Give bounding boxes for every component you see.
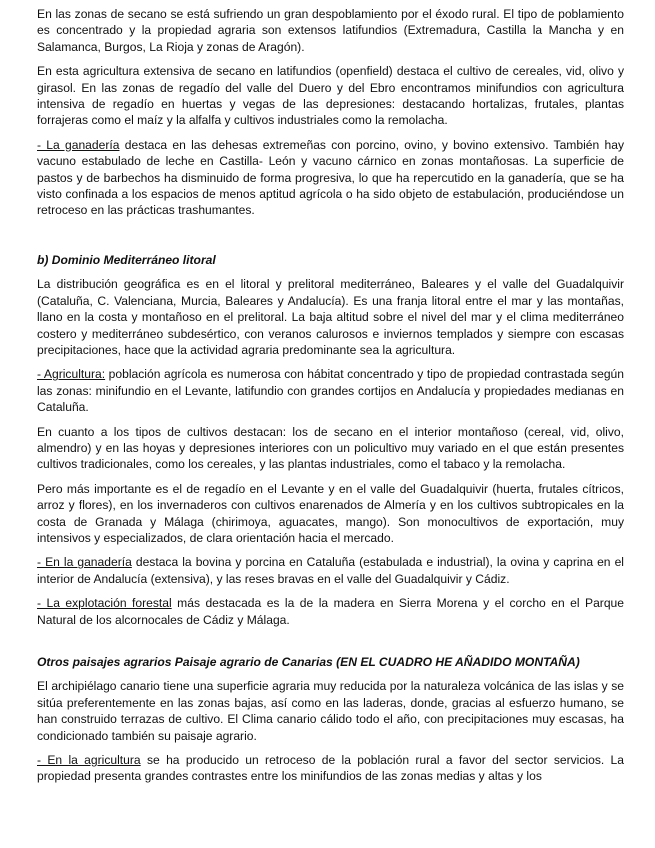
paragraph-ganaderia-mediterranea [37, 554, 624, 587]
ganaderia-text: destaca en las dehesas extremeñas con porcino, ovino, y bovino extensivo. También hay vacuno estabulado de leche en Castilla- León y vacuno cárnico en zonas montañosas. La superficie de pastos y de barbechos ha disminuido de forma progresiva, lo que ha repercutido en la ganadería, que se ha visto confinada a los espacios de menos aptitud agrícola o ha sido objeto de estabulación, produciéndose un retroceso en las prácticas trashumantes. [37, 137, 625, 218]
section-spacer [37, 636, 624, 654]
forestal-text: más destacada es la de la madera en Sierra Morena y el corcho en el Parque Natural de los alcornocales de Cádiz y Málaga. [37, 596, 624, 627]
paragraph-secano-despoblamiento: En las zonas de secano se está sufriendo un gran despoblamiento por el éxodo rural. El tipo de poblamiento es concentrado y la propiedad agraria son extensos latifundios (Extremadura, Castilla la Mancha y en Salamanca, Burgos, La Rioja y zonas de Aragón). [37, 7, 624, 54]
paragraph-archipielago: El archipiélago canario tiene una superficie agraria muy reducida por la naturaleza volcánica de las islas y se sitúa preferentemente en las zonas bajas, así como en las laderas, donde, gracias al esfuerzo humano, se han construido terrazas de cultivo. El Clima canario cálido todo el año, con precipitaciones muy escasas, ha condicionado también su paisaje agrario. [37, 679, 624, 743]
paragraph-ganaderia-interior [37, 137, 624, 219]
agricultura-canarias-lead: - En la agricultura [37, 753, 141, 768]
ganaderia-lead: - La ganadería [37, 137, 120, 152]
ganaderia-med-lead: - En la ganadería [37, 555, 132, 570]
ganaderia-med-text: destaca la bovina y porcina en Cataluña (estabulada e industrial), la ovina y caprina en el interior de Andalucía (extensiva), y las reses bravas en el valle del Guadalquivir y Cádiz. [37, 555, 624, 586]
heading-dominio-mediterraneo: b) Dominio Mediterráneo litoral [37, 252, 216, 267]
heading-canarias: Otros paisajes agrarios Paisaje agrario de Canarias (EN EL CUADRO HE AÑADIDO MONTAÑA) [37, 655, 580, 669]
paragraph-tipos-cultivos: En cuanto a los tipos de cultivos destacan: los de secano en el interior montañoso (cereal, vid, olivo, almendro) y en las hoyas y depresiones interiores con un policultivo muy variado en el que están presentes cultivos tradicionales, como los cereales, y las plantas industriales, como el tabaco y la remolacha. [37, 424, 624, 472]
forestal-lead: - La explotación forestal [37, 596, 172, 611]
paragraph-agricultura-canarias [37, 752, 624, 785]
agricultura-canarias-text: se ha producido un retroceso de la población rural a favor del sector servicios. La propiedad presenta grandes contrastes entre los minifundios de las zonas medias y altas y los [37, 753, 624, 784]
section-spacer [37, 227, 624, 252]
agricultura-text: población agrícola es numerosa con hábitat concentrado y tipo de propiedad contrastada según las zonas: minifundio en el Levante, latifundio con grandes cortijos en Andalucía y propiedades medianas en Cataluña. [37, 367, 624, 415]
paragraph-agricultura-secano: En esta agricultura extensiva de secano en latifundios (openfield) destaca el cultivo de cereales, vid, olivo y girasol. En las zonas de regadío del valle del Duero y del Ebro encontramos minifundios con agricultura intensiva de regadío en huertas y vegas de las depresiones: destacando hortalizas, frutales, plantas forrajeras como el maíz y la alfalfa y cultivos industriales como la remolacha. [37, 64, 624, 128]
paragraph-agricultura-mediterranea [37, 366, 624, 415]
paragraph-explotacion-forestal [37, 595, 624, 628]
agricultura-lead: - Agricultura: [37, 367, 106, 382]
paragraph-distribucion: La distribución geográfica es en el litoral y prelitoral mediterráneo, Baleares y el valle del Guadalquivir (Cataluña, C. Valenciana, Murcia, Baleares y Andalucía). Es una franja litoral entre el mar y las montañas, llano en la costa y montañoso en el prelitoral. La baja altitud sobre el nivel del mar y el clima mediterráneo costero y mediterráneo subdesértico, con veranos calurosos e inviernos templados y siempre con escasas precipitaciones, hace que la actividad agraria predominante sea la agricultura. [37, 277, 624, 357]
paragraph-regadio: Pero más importante es el de regadío en el Levante y en el valle del Guadalquivir (huerta, frutales cítricos, arroz y flores), en los invernaderos con cultivos enarenados de Almería y en los cultivos subtropicales en la costa de Granada y Málaga (chirimoya, aguacates, mango). Son monocultivos de exportación, muy intensivos y especializados, de clara orientación hacia el mercado. [37, 481, 624, 545]
